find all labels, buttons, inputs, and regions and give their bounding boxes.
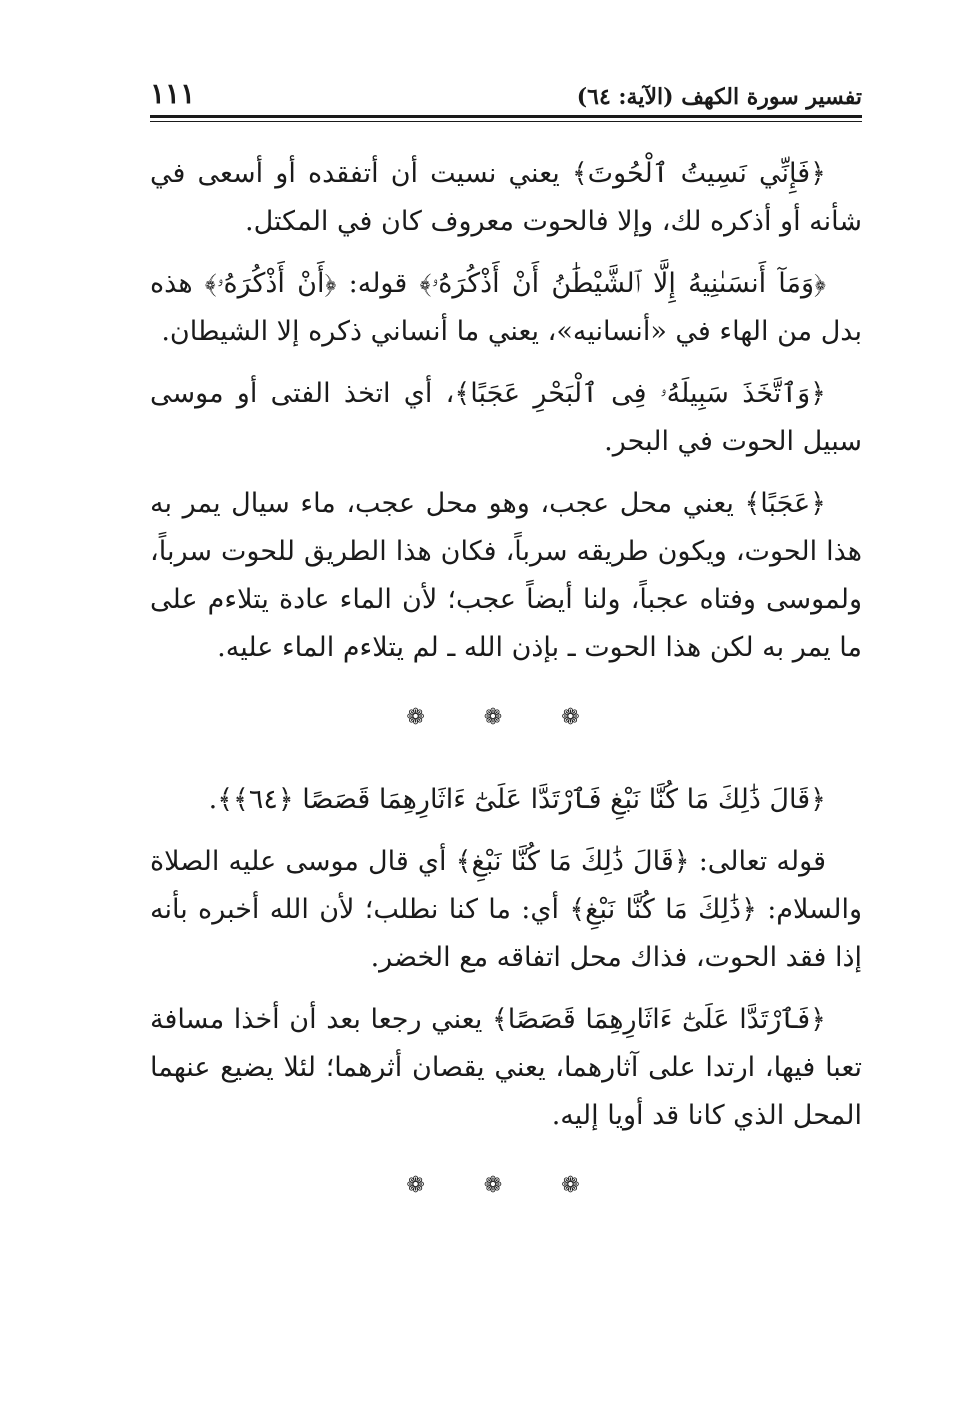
paragraph-6: ﴿فَٱرْتَدَّا عَلَىٰٓ ءَاثَارِهِمَا قَصَصًا﴾ يعني رجعا بعد أن أخذا مسافة تعبا فيها، ارتدا على آثارهما، يعني يقصان أثرهما؛ لئلا يضيع عنهما المحل الذي كانا قد أويا إليه. <box>150 1004 862 1131</box>
paragraph-5: قوله تعالى: ﴿قَالَ ذَٰلِكَ مَا كُنَّا نَبْغِ﴾ أي قال موسى عليه الصلاة والسلام: ﴿ذَٰلِكَ مَا كُنَّا نَبْغِ﴾ أي: ما كنا نطلب؛ لأن الله أخبره بأنه إذا فقد الحوت، فذاك محل اتفاقه مع الخضر. <box>150 846 862 973</box>
paragraph-3: ﴿وَٱتَّخَذَ سَبِيلَهُۥ فِى ٱلْبَحْرِ عَجَبًا﴾، أي اتخذ الفتى أو موسى سبيل الحوت في البحر. <box>150 378 862 457</box>
paragraph-1: ﴿فَإِنِّي نَسِيتُ ٱلْحُوتَ﴾ يعني نسيت أن أتفقده أو أسعى في شأنه أو أذكره لك، وإلا فالحوت معروف كان في المكتل. <box>150 158 862 237</box>
paragraph-4: ﴿عَجَبًا﴾ يعني محل عجب، وهو محل عجب، ماء سيال يمر به هذا الحوت، ويكون طريقه سرباً، فكان هذا الطريق للحوت سرباً، ولموسى وفتاه عجباً، ولنا أيضاً عجب؛ لأن الماء عادة يتلاءم على ما يمر به لكن هذا الحوت ـ بإذن الله ـ لم يتلاءم الماء عليه. <box>150 488 862 663</box>
running-title: تفسير سورة الكهف (الآية: ٦٤) <box>576 84 862 110</box>
paragraph-2: ﴿وَمَآ أَنسَىٰنِيهُ إِلَّا ٱلشَّيْطَٰنُ أَنْ أَذْكُرَهُۥ﴾ قوله: ﴿أَنْ أَذْكُرَهُۥ﴾ هذه بدل من الهاء في «أنسانيه»، يعني ما أنساني ذكره إلا الشيطان. <box>150 268 862 347</box>
page-header <box>150 70 862 110</box>
header-rule-thick <box>150 115 862 118</box>
page-number: ١١١ <box>150 77 196 110</box>
page <box>150 70 862 1380</box>
section-separator-2: ❁ ❁ ❁ <box>406 1173 606 1198</box>
header-rule-thin <box>150 121 862 122</box>
quran-verse: ﴿قَالَ ذَٰلِكَ مَا كُنَّا نَبْغِ فَٱرْتَدَّا عَلَىٰٓ ءَاثَارِهِمَا قَصَصًا ﴿٦٤﴾﴾. <box>208 784 826 815</box>
page-body <box>150 150 862 1244</box>
section-separator-1: ❁ ❁ ❁ <box>406 705 606 730</box>
